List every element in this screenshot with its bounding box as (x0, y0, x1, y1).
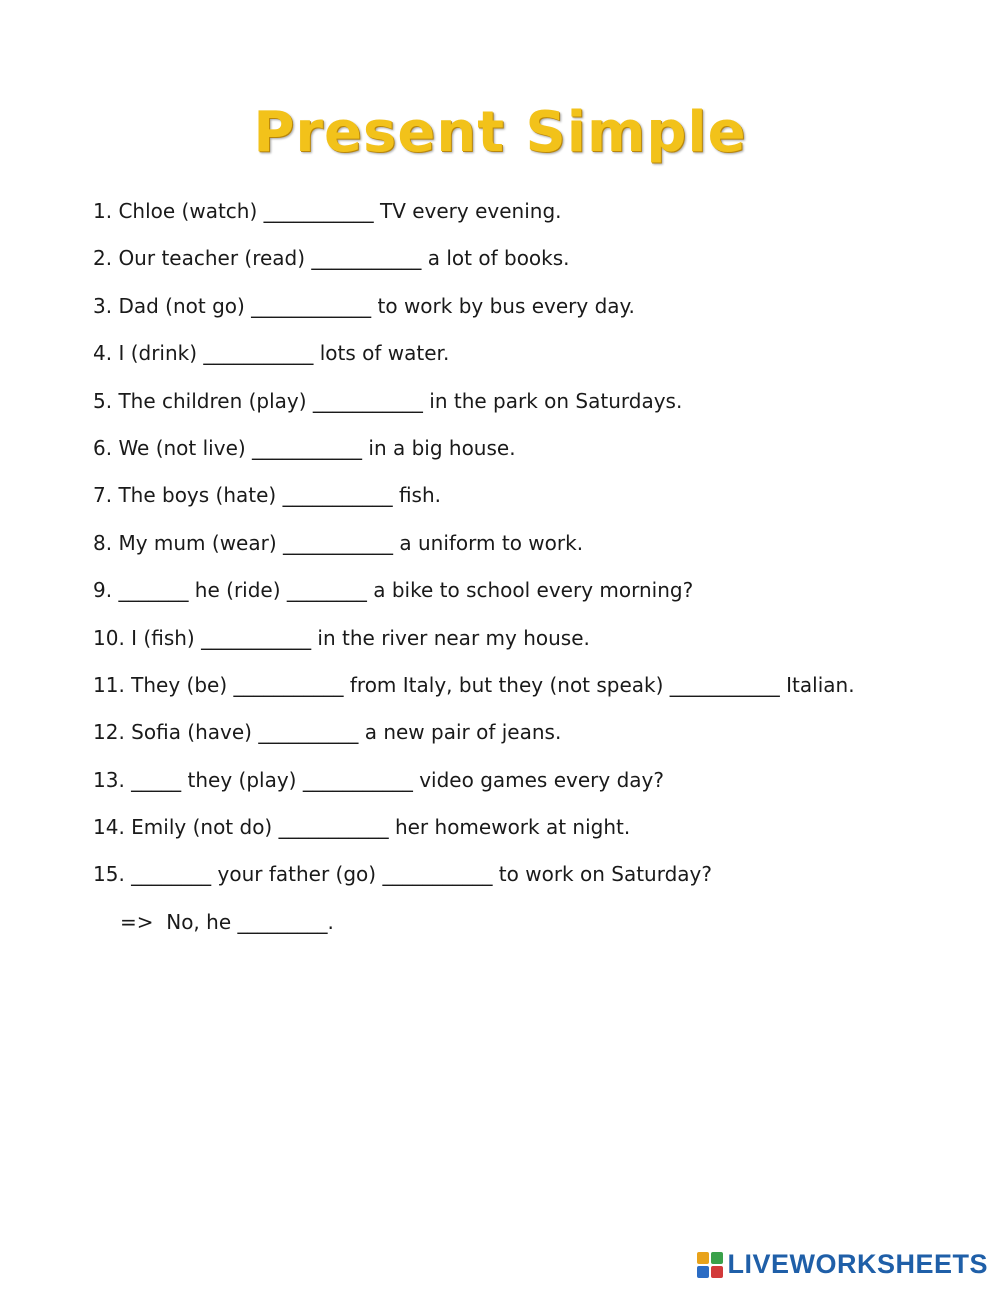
question-15: 15. ________ your father (go) ___________ to work on Saturday? (93, 862, 713, 887)
question-12: 12. Sofia (have) __________ a new pair of jeans. (93, 720, 562, 745)
question-13: 13. _____ they (play) ___________ video games every day? (93, 767, 664, 792)
question-8: 8. My mum (wear) ___________ a uniform to work. (93, 530, 584, 555)
question-9: 9. _______ he (ride) ________ a bike to school every morning? (93, 578, 694, 603)
logo-grid-icon (697, 1252, 723, 1278)
question-4: 4. I (drink) ___________ lots of water. (93, 341, 450, 366)
worksheet-title: Present Simple (253, 100, 747, 165)
logo-text: LIVEWORKSHEETS (727, 1249, 988, 1279)
question-10: 10. I (fish) ___________ in the river near my house. (93, 625, 590, 650)
question-list (93, 195, 923, 939)
answer-line: => No, he _________. (120, 909, 334, 934)
question-1: 1. Chloe (watch) ___________ TV every evening. (93, 199, 562, 223)
question-14: 14. Emily (not do) ___________ her homework at night. (93, 815, 631, 840)
question-5: 5. The children (play) ___________ in the park on Saturdays. (93, 388, 683, 413)
liveworksheets-logo (697, 1249, 988, 1280)
question-11: 11. They (be) ___________ from Italy, but they (not speak) ___________ Italian. (93, 672, 855, 697)
question-2: 2. Our teacher (read) ___________ a lot of books. (93, 246, 570, 271)
question-6: 6. We (not live) ___________ in a big house. (93, 435, 516, 460)
question-3: 3. Dad (not go) ____________ to work by bus every day. (93, 293, 635, 318)
question-7: 7. The boys (hate) ___________ fish. (93, 483, 441, 508)
